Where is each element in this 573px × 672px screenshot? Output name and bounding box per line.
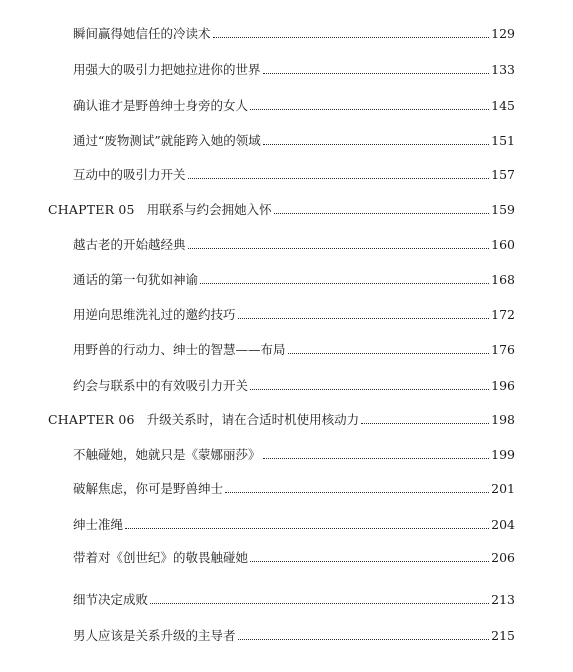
toc-entry[interactable] [73,58,515,78]
chapter-title: 升级关系时，请在合适时机使用核动力 [146,412,360,427]
toc-entry-page: 206 [491,550,515,565]
toc-entry-title: 细节决定成败 [73,592,149,607]
dot-leader [263,143,489,145]
toc-entry-title: 用逆向思维洗礼过的邀约技巧 [73,307,236,322]
chapter-number: CHAPTER 05 [48,202,135,217]
toc-entry-page: 196 [491,378,515,393]
toc-entry-page: 204 [491,517,515,532]
toc-entry[interactable] [73,22,515,42]
dot-leader [274,212,489,214]
toc-entry[interactable] [73,94,515,114]
dot-leader [250,388,489,390]
toc-entry-page: 129 [491,26,515,41]
toc-entry[interactable] [73,588,515,608]
toc-entry-page: 213 [491,592,515,607]
toc-entry[interactable] [73,624,515,644]
toc-entry-title: 不触碰她，她就只是《蒙娜丽莎》 [73,447,261,462]
toc-entry-title: 用强大的吸引力把她拉进你的世界 [73,62,261,77]
toc-entry-page: 145 [491,98,515,113]
toc-entry[interactable] [73,163,515,183]
toc-entry-page: 199 [491,447,515,462]
toc-entry-title: 破解焦虑，你可是野兽绅士 [73,481,224,496]
toc-entry[interactable] [73,477,515,497]
chapter-number: CHAPTER 06 [48,412,135,427]
toc-entry-title: 绅士准绳 [73,517,124,532]
toc-entry[interactable] [73,303,515,323]
toc-entry-page: 172 [491,307,515,322]
dot-leader [361,422,489,424]
dot-leader [188,247,490,249]
toc-entry-page: 151 [491,133,515,148]
toc-entry-title: 男人应该是关系升级的主导者 [73,628,236,643]
dot-leader [250,560,489,562]
dot-leader [125,527,489,529]
toc-entry-title: 确认谁才是野兽绅士身旁的女人 [73,98,249,113]
toc-entry-page: 159 [491,202,515,217]
toc-chapter-entry[interactable] [48,408,515,428]
dot-leader [288,352,490,354]
toc-entry[interactable] [73,129,515,149]
dot-leader [225,491,489,493]
dot-leader [263,457,490,459]
toc-entry-title: 互动中的吸引力开关 [73,167,186,182]
toc-entry[interactable] [73,338,515,358]
toc-entry-title: 通过“废物测试”就能跨入她的领域 [73,133,261,148]
dot-leader [200,282,489,284]
dot-leader [213,36,490,38]
dot-leader [238,638,490,640]
toc-entry-page: 201 [491,481,515,496]
toc-entry-title: 通话的第一句犹如神谕 [73,272,199,287]
toc-entry-page: 215 [491,628,515,643]
toc-entry[interactable] [73,513,515,533]
toc-entry[interactable] [73,443,515,463]
dot-leader [150,602,489,604]
toc-entry-title: 用野兽的行动力、绅士的智慧——布局 [73,342,286,357]
toc-entry[interactable] [73,546,515,566]
toc-entry-title: 约会与联系中的有效吸引力开关 [73,378,249,393]
dot-leader [250,108,489,110]
chapter-title: 用联系与约会拥她入怀 [146,202,272,217]
toc-entry-title: 越古老的开始越经典 [73,237,186,252]
dot-leader [188,177,490,179]
toc-entry-page: 157 [491,167,515,182]
toc-entry-page: 133 [491,62,515,77]
toc-entry-page: 176 [491,342,515,357]
toc-entry[interactable] [73,233,515,253]
dot-leader [263,72,490,74]
toc-entry-page: 198 [491,412,515,427]
toc-entry-page: 168 [491,272,515,287]
toc-chapter-entry[interactable] [48,198,515,218]
toc-entry-page: 160 [491,237,515,252]
toc-entry[interactable] [73,268,515,288]
toc-entry[interactable] [73,374,515,394]
toc-entry-title: 带着对《创世纪》的敬畏触碰她 [73,550,249,565]
dot-leader [238,317,490,319]
toc-entry-title: 瞬间赢得她信任的冷读术 [73,26,211,41]
